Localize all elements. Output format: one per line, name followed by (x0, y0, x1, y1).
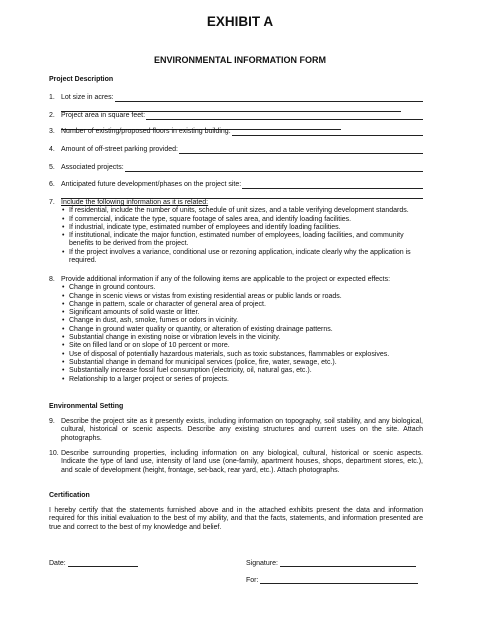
item-label: Anticipated future development/phases on the project site: (61, 181, 242, 188)
section-heading-environmental-setting: Environmental Setting (49, 403, 124, 410)
certification-text: I hereby certify that the statements furnished above and in the attached exhibits present the data and information required for this initial evaluation to the best of my ability, and that the facts, statements, and information presented are true and correct to the best of my knowledge and belief. (49, 507, 423, 531)
item-number: 4. (49, 146, 55, 153)
exhibit-title: EXHIBIT A (206, 14, 274, 29)
item-parking (49, 146, 423, 154)
for-field[interactable] (260, 576, 418, 584)
list-item: • Substantial change in demand for municipal services (police, fire, water, sewage, etc.). (69, 359, 423, 367)
signature-row (246, 559, 416, 567)
item-label: Number of existing/proposed floors in existing building: (61, 128, 231, 135)
list-item: • If institutional, indicate the major function, estimated number of employees, loading facilities, and community benefits to be derived from the project. (69, 232, 423, 249)
bullet-list (61, 207, 423, 265)
lot-size-field[interactable] (115, 94, 423, 102)
list-item: • Substantially increase fossil fuel consumption (electricity, oil, natural gas, etc.). (69, 367, 423, 375)
section-heading-certification: Certification (49, 492, 90, 499)
item-floors (49, 128, 423, 136)
item-label: Associated projects: (61, 164, 124, 171)
list-item: • If residential, include the number of units, schedule of unit sizes, and a table verifying development standards. (69, 207, 423, 215)
item-number: 7. (49, 199, 55, 206)
item-number: 8. (49, 276, 55, 283)
list-item: • Relationship to a larger project or series of projects. (69, 376, 423, 384)
future-development-field[interactable] (242, 181, 423, 189)
list-item: • Use of disposal of potentially hazardous materials, such as toxic substances, flammables or explosives. (69, 351, 423, 359)
item-text: Describe surrounding properties, including information on any biological, cultural, historical or scenic aspects. Indicate the type of land use, intensity of land use (one-family, apartment houses, shops, department stores, etc.), and scale of development (height, frontage, set-back, rear yard, etc.). Attach photographs. (61, 450, 423, 474)
item-surrounding-properties (49, 450, 423, 475)
item-number: 2. (49, 112, 55, 119)
item-text: Describe the project site as it presently exists, including information on topography, soil stability, and any biological, cultural, historical or scenic aspects. Describe any existing structures and current uses on the site. Attach photographs. (61, 418, 423, 442)
list-item: • Change in ground water quality or quantity, or alteration of existing drainage patterns. (69, 326, 423, 334)
date-field[interactable] (68, 559, 138, 567)
item-associated-projects (49, 164, 423, 172)
item-number: 10. (49, 450, 59, 457)
item-additional-information (49, 276, 423, 384)
list-item: • Change in pattern, scale or character of general area of project. (69, 301, 423, 309)
item-intro: Include the following information as it is related: (61, 199, 209, 206)
list-item: • Substantial change in existing noise or vibration levels in the vicinity. (69, 334, 423, 342)
list-item: • Change in scenic views or vistas from existing residential areas or public lands or roads. (69, 293, 423, 301)
item-label: Lot size in acres: (61, 94, 114, 101)
date-row (49, 559, 138, 567)
signature-field[interactable] (280, 559, 416, 567)
item-label: Project area in square feet: (61, 112, 146, 119)
list-item: • Significant amounts of solid waste or litter. (69, 309, 423, 317)
list-item: • Change in dust, ash, smoke, fumes or odors in vicinity. (69, 317, 423, 325)
item-number: 9. (49, 418, 55, 425)
associated-projects-field[interactable] (125, 164, 423, 172)
item-related-information (49, 199, 423, 265)
project-area-field[interactable] (146, 112, 423, 120)
item-project-site (49, 418, 423, 443)
form-title: ENVIRONMENTAL INFORMATION FORM (154, 55, 326, 65)
item-lot-size (49, 94, 423, 112)
for-row (246, 576, 418, 584)
list-item: • If industrial, indicate type, estimated number of employees and identify loading facilities. (69, 224, 423, 232)
item-number: 6. (49, 181, 55, 188)
item-number: 1. (49, 94, 55, 101)
item-label: Amount of off-street parking provided: (61, 146, 178, 153)
floors-field[interactable] (232, 128, 423, 136)
item-number: 3. (49, 128, 55, 135)
item-future-development (49, 181, 423, 199)
signature-label: Signature: (246, 560, 278, 567)
section-heading-project-description: Project Description (49, 76, 114, 83)
list-item: • If the project involves a variance, conditional use or rezoning application, indicate clearly why the application is required. (69, 249, 423, 266)
list-item: • Site on filled land or on slope of 10 percent or more. (69, 342, 423, 350)
list-item: • Change in ground contours. (69, 284, 423, 292)
date-label: Date: (49, 560, 66, 567)
bullet-list (61, 284, 423, 384)
item-intro: Provide additional information if any of the following items are applicable to the project or expected effects: (61, 276, 391, 283)
list-item: • If commercial, indicate the type, square footage of sales area, and identify loading facilities. (69, 216, 423, 224)
item-number: 5. (49, 164, 55, 171)
for-label: For: (246, 577, 259, 584)
parking-field[interactable] (179, 146, 423, 154)
